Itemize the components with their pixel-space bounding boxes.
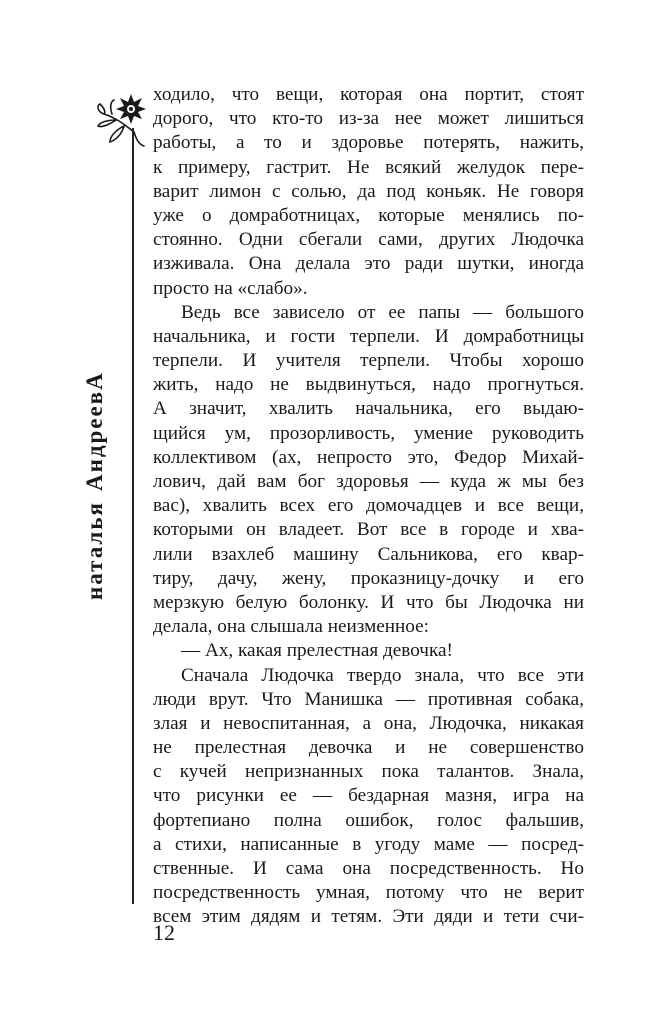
text-line: стоянно. Одни сбегали сами, других Людочка [153, 229, 584, 251]
text-line: коллективом (ах, непросто это, Федор Михай- [153, 446, 584, 468]
text-line: работы, а то и здоровье потерять, нажить, [153, 132, 584, 154]
text-line: терпели. И учителя терпели. Чтобы хорошо [153, 350, 584, 372]
text-line: лович, дай вам бог здоровья — куда ж мы без [153, 471, 584, 492]
text-line: с кучей непризнанных пока талантов. Знала, [153, 761, 584, 783]
text-line: всем этим дядям и тетям. Эти дяди и тети счи- [153, 906, 584, 928]
flower-ornament-icon [94, 84, 150, 150]
vertical-rule [132, 128, 134, 904]
text-line: жить, надо не выдвинуться, надо прогнуться. [153, 374, 584, 396]
text-line: которыми он владеет. Вот все в городе и хва- [153, 519, 584, 541]
text-line: посредственность умная, потому что не верит [153, 882, 584, 904]
text-line: к примеру, гастрит. Не всякий желудок пере- [153, 156, 584, 178]
text-line: варит лимон с солью, да под коньяк. Не говоря [153, 180, 584, 202]
text-line: щийся ум, прозорливость, умение руководить [153, 422, 584, 444]
text-line: Сначала Людочка твердо знала, что все эти [181, 664, 584, 686]
page-number: 12 [153, 920, 175, 945]
text-line: — Ах, какая прелестная девочка! [181, 640, 453, 662]
text-line: не прелестная девочка и не совершенство [153, 737, 584, 759]
body-text [153, 83, 584, 930]
text-line: уже о домработницах, которые менялись по- [153, 204, 584, 226]
text-line: ственные. И сама она посредственность. Но [153, 858, 584, 879]
text-line: ходило, что вещи, которая она портит, стоят [153, 84, 584, 105]
text-line: злая и невоспитанная, а она, Людочка, никакая [153, 712, 584, 734]
text-line: мерзкую белую болонку. И что бы Людочка ни [153, 591, 584, 613]
text-line: дорого, что кто-то из-за нее может лишиться [153, 108, 584, 130]
text-line: Ведь все зависело от ее папы — большого [181, 301, 584, 323]
author-first-name: наталья [82, 501, 107, 600]
text-line: а стихи, написанные в угоду маме — посред- [153, 833, 584, 855]
text-line: тиру, дачу, жену, проказницу-дочку и его [153, 567, 584, 589]
text-line: А значит, хвалить начальника, его выдаю- [153, 398, 584, 420]
text-line: фортепиано полна ошибок, голос фальшив, [153, 809, 584, 831]
text-line: начальника, и гости терпели. И домработницы [153, 325, 584, 347]
text-line: изживала. Она делала это ради шутки, иногда [153, 253, 584, 275]
text-line: вас), хвалить всех его домочадцев и все вещи, [153, 495, 584, 517]
text-line: люди врут. Что Манишка — противная собака, [153, 688, 584, 710]
text-line: просто на «слабо». [153, 277, 308, 299]
author-last-name: АндреевА [82, 371, 107, 492]
text-line: лили взахлеб машину Сальникова, его квар- [153, 543, 584, 565]
text-line: делала, она слышала неизменное: [153, 616, 429, 638]
text-line: что рисунки ее — бездарная мазня, игра на [153, 785, 584, 807]
